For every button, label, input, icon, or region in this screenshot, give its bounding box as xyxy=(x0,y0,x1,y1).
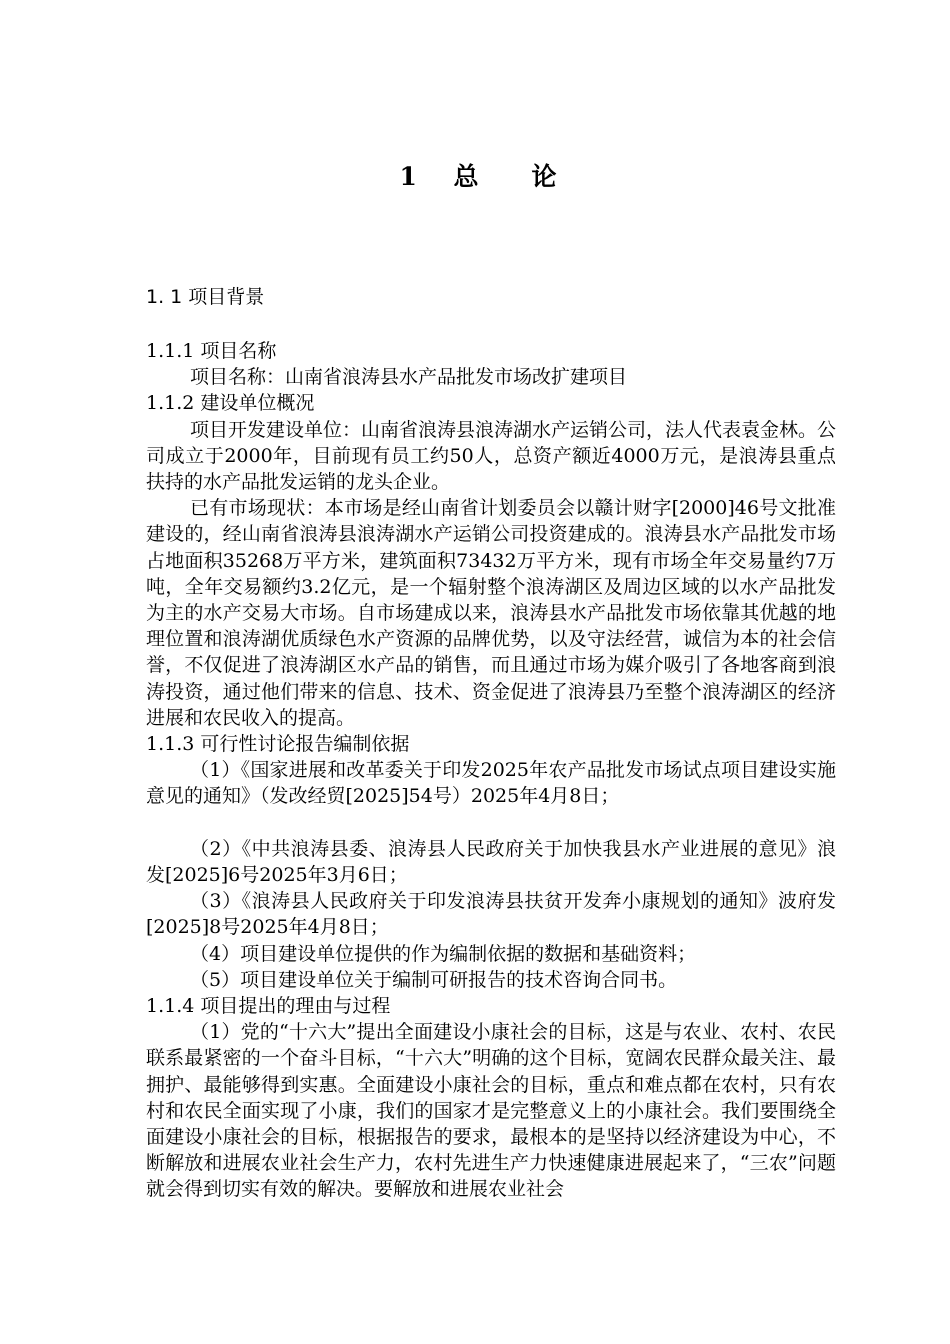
subsection-heading-reason: 1.1.4 项目提出的理由与过程 xyxy=(146,995,391,1018)
paragraph-reason-1: （1）党的“十六大”提出全面建设小康社会的目标，这是与农业、农村、农民联系最紧密的一个奋斗目标，“十六大”明确的这个目标，宽阔农民群众最关注、最拥护、最能够得到实惠。全面建设小康社会的目标，重点和难点都在农村，只有农村和农民全面实现了小康，我们的国家才是完整意义上的小康社会。我们要围绕全面建设小康社会的目标，根据报告的要求，最根本的是坚持以经济建设为中心，不断解放和进展农业社会生产力，农村先进生产力快速健康进展起来了，“三农”问题就会得到切实有效的解决。要解放和进展农业社会 xyxy=(146,1021,836,1201)
subsection-heading-project-name: 1.1.1 项目名称 xyxy=(146,340,277,362)
basis-item-5: （5）项目建设单位关于编制可研报告的技术咨询合同书。 xyxy=(190,968,678,991)
basis-item-4: （4）项目建设单位提供的作为编制依据的数据和基础资料； xyxy=(190,942,697,965)
paragraph-construction-unit: 项目开发建设单位：山南省浪涛县浪涛湖水产运销公司，法人代表袁金林。公司成立于2000年，目前现有员工约50人，总资产额近4000万元，是浪涛县重点扶持的水产品批发运销的龙头企业。 xyxy=(146,418,837,494)
basis-item-3: （3）《浪涛县人民政府关于印发浪涛县扶贫开发奔小康规划的通知》波府发[2025]8号2025年4月8日； xyxy=(146,890,836,939)
paragraph-market-status: 已有市场现状：本市场是经山南省计划委员会以赣计财字[2000]46号文批准建设的，经山南省浪涛县浪涛湖水产运销公司投资建成的。浪涛县水产品批发市场占地面积35268万平方米，建筑面积73432万平方米，现有市场全年交易量约7万吨，全年交易额约3.2亿元，是一个辐射整个浪涛湖区及周边区域的以水产品批发为主的水产交易大市场。自市场建成以来，浪涛县水产品批发市场依靠其优越的地理位置和浪涛湖优质绿色水产资源的品牌优势，以及守法经营，诚信为本的社会信誉，不仅促进了浪涛湖区水产品的销售，而且通过市场为媒介吸引了各地客商到浪涛投资，通过他们带来的信息、技术、资金促进了浪涛县乃至整个浪涛湖区的经济进展和农民收入的提高。 xyxy=(146,497,836,729)
basis-item-1: （1）《国家进展和改革委关于印发2025年农产品批发市场试点项目建设实施意见的通知》（发改经贸[2025]54号）2025年4月8日； xyxy=(146,759,836,808)
subsection-heading-basis: 1.1.3 可行性讨论报告编制依据 xyxy=(146,733,410,756)
section-heading: 1. 1 项目背景 xyxy=(146,286,265,308)
chapter-title: 1 总 论 xyxy=(399,162,571,191)
document-body xyxy=(146,338,836,1203)
basis-item-2: （2）《中共浪涛县委、浪涛县人民政府关于加快我县水产业进展的意见》浪发[2025]6号2025年3月6日； xyxy=(146,837,836,887)
subsection-heading-construction-unit: 1.1.2 建设单位概况 xyxy=(146,392,315,415)
paragraph-project-name: 项目名称：山南省浪涛县水产品批发市场改扩建项目 xyxy=(190,366,628,389)
paragraph-gap xyxy=(146,810,836,836)
